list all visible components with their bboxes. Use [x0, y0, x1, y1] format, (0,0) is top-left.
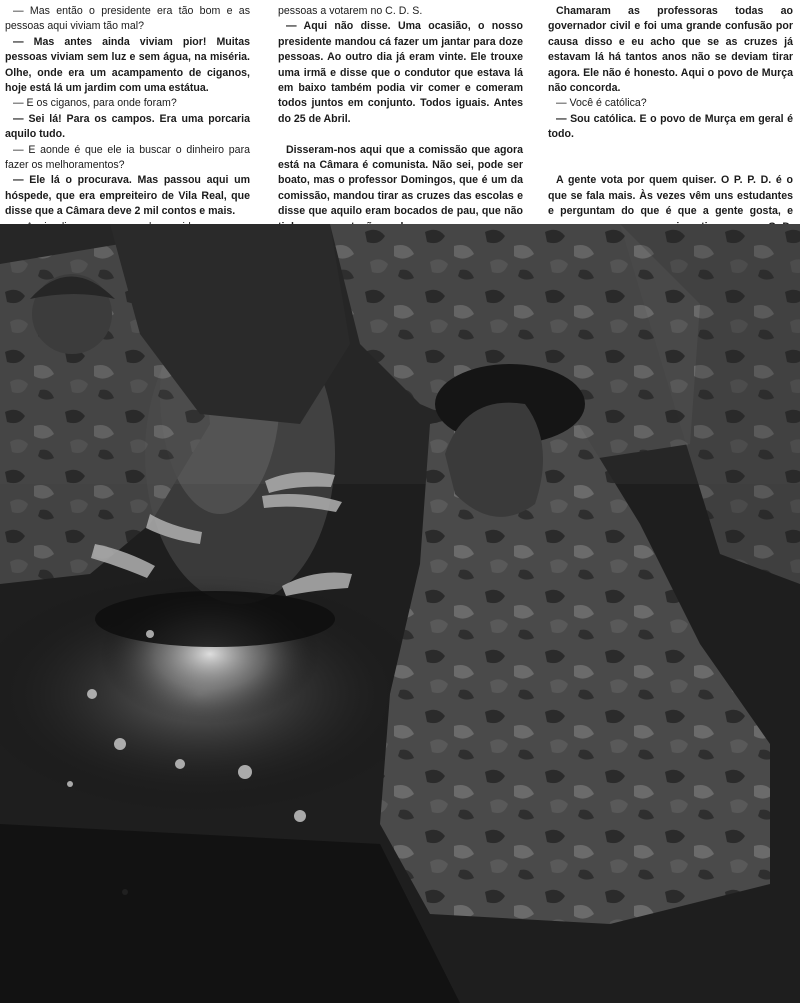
photo-illustration [0, 224, 800, 1003]
paragraph: — Mas então o presidente era tão bom e as pessoas aqui viviam tão mal? [5, 5, 250, 33]
paragraph: A gente vota por quem quiser. O P. P. D. é o que se fala mais. Às vezes vêm uns estudantes e perguntam do que é que a gente gosta, e [548, 174, 793, 218]
paragraph-spacer [548, 158, 793, 173]
paragraph: pessoas a votarem no C. D. S. [278, 5, 423, 17]
article-text [0, 0, 800, 224]
paragraph: — Aqui não disse. Uma ocasião, o nosso presidente mandou cá fazer um jantar para doze pessoas. Ao outro dia já eram vinte. Ele trouxe uma irmã e disse que o condutor que estava lá em baixo também podia vir comer e comeram todos juntos em conjunto. Todos iguais. Antes do 25 de Abril. [278, 20, 523, 125]
paragraph: — Ele lá o procurava. Mas passou aqui um hóspede, que era empreiteiro de Vila Real, que disse que a Câmara deve 2 mil contos e mais. [5, 174, 250, 218]
paragraph: — Mas antes ainda viviam pior! Muitas pessoas viviam sem luz e sem água, na miséria. Olhe, onde era um acampamento de ciganos, hoje está lá um jardim com uma estátua. [5, 35, 250, 95]
paragraph: — Sou católica. E o povo de Murça em geral é todo. [548, 112, 793, 141]
paragraph: — E aonde é que ele ia buscar o dinheiro para fazer os melhoramentos? [5, 143, 250, 172]
text-column-1 [5, 4, 250, 235]
paragraph: — E os ciganos, para onde foram? [13, 97, 177, 110]
text-column-2 [278, 4, 523, 235]
paragraph: — Você é católica? [556, 97, 647, 110]
text-column-3 [548, 4, 793, 250]
paragraph: — Sei lá! Para os campos. Era uma porcaria aquilo tudo. [5, 112, 250, 141]
paragraph: Disseram-nos aqui que a comissão que agora está na Câmara é comunista. Não sei, pode ser boato, mas o professor Domingos, que é um da comissão, mandou tirar as cruzes das escolas e disse que aquilo eram bocados de pau, que não [278, 143, 523, 218]
paragraph-spacer [278, 127, 523, 142]
photograph-soldiers-warming-hands-at-fire [0, 224, 800, 1003]
paragraph-spacer [548, 143, 793, 158]
paragraph: Chamaram as professoras todas ao governador civil e foi uma grande confusão por causa disso e eu acho que se as cruzes já estavam lá há tantos anos não se deviam tirar agora. Ele não é honesto. Aqui o povo de Murça não concorda. [548, 5, 793, 95]
